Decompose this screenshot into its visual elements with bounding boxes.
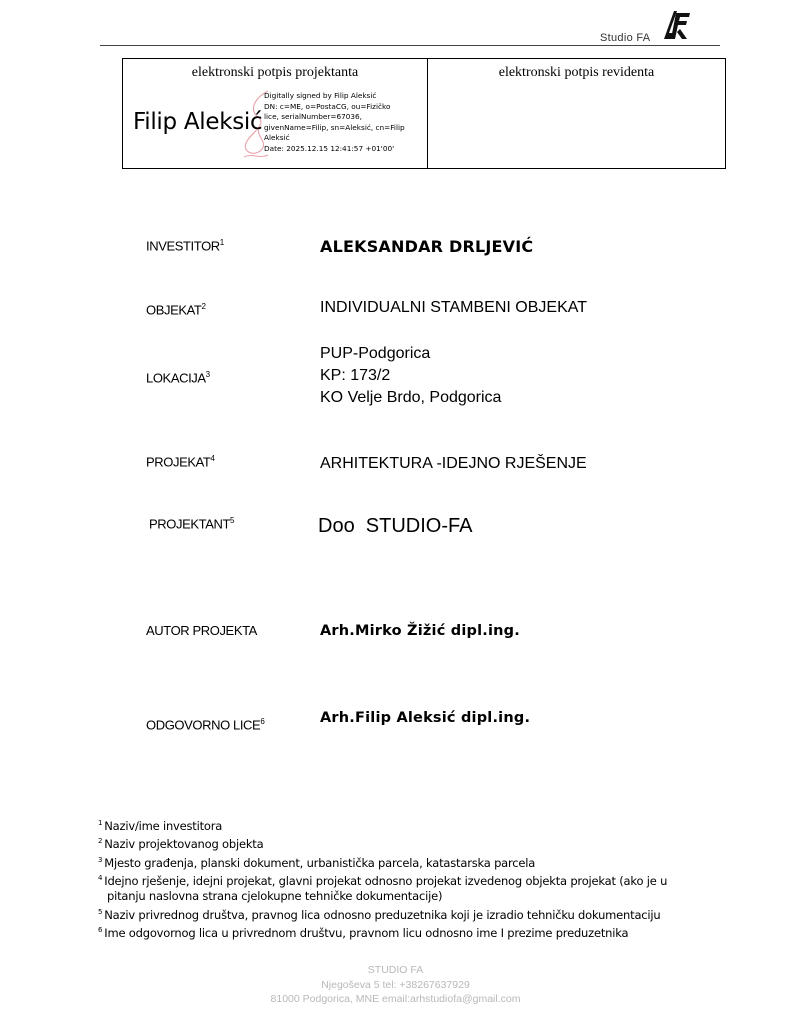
signature-detail-line: DN: c=ME, o=PostaCG, ou=Fizičko xyxy=(264,101,391,111)
odgovorno-label: ODGOVORNO LICE$^6$ xyxy=(146,717,265,733)
header-rule xyxy=(100,45,720,46)
signature-detail-line: Date: 2025.12.15 12:41:57 +01'00' xyxy=(264,143,395,153)
projektant-label: PROJEKTANT$^5$ xyxy=(149,516,235,532)
projekat-label: PROJEKAT$^4$ xyxy=(146,454,215,470)
footnote-item: $^3$ Mjesto građenja, planski dokument, urbanistička parcela, katastarska parcela xyxy=(98,855,536,870)
investitor-label: INVESTITOR$^1$ xyxy=(146,238,224,254)
footer-city-email: 81000 Podgorica, MNE email:arhstudiofa@gmail.com xyxy=(270,993,521,1005)
lokacija-line: KO Velje Brdo, Podgorica xyxy=(320,389,502,406)
projekat-value: ARHITEKTURA -IDEJNO RJEŠENJE xyxy=(320,455,587,472)
lokacija-line: KP: 173/2 xyxy=(320,367,391,384)
lokacija-line: PUP-Podgorica xyxy=(320,345,431,362)
footnote-item: $^1$ Naziv/ime investitora xyxy=(98,818,223,833)
footnote-item: $^4$ Idejno rješenje, idejni projekat, glavni projekat odnosno projekat izvedenog objekta projekat (ako je u pitanju naslovna strana cjelokupne tehničke dokumentacije) xyxy=(98,873,668,904)
investitor-value: ALEKSANDAR DRLJEVIĆ xyxy=(320,237,534,256)
footnote-item: $^5$ Naziv privrednog društva, pravnog lica odnosno preduzetnika koji je izradio tehničku dokumentaciju xyxy=(98,907,661,922)
odgovorno-value: Arh.Filip Aleksić dipl.ing. xyxy=(320,710,531,726)
signature-table xyxy=(122,58,726,169)
objekat-label: OBJEKAT$^2$ xyxy=(146,302,206,318)
designer-signature-heading: elektronski potpis projektanta xyxy=(191,65,359,80)
studio-fa-logo-icon xyxy=(660,7,692,41)
signature-detail-line: lice, serialNumber=67036, xyxy=(264,112,362,121)
footnote-item: $^2$ Naziv projektovanog objekta xyxy=(98,837,264,852)
reviewer-signature-cell xyxy=(428,59,725,168)
designer-signature-cell xyxy=(123,59,428,168)
footer-company: STUDIO FA xyxy=(367,964,424,976)
lokacija-value xyxy=(320,343,501,409)
lokacija-label: LOKACIJA$^3$ xyxy=(146,370,210,386)
projektant-value: Doo STUDIO-FA xyxy=(318,515,473,537)
footnote-item: $^6$ Ime odgovornog lica u privrednom društvu, pravnom licu odnosno ime I prezime preduzetnika xyxy=(98,925,629,940)
page-footer xyxy=(0,963,791,1007)
signature-detail-line: Aleksić xyxy=(264,133,290,142)
footer-address-phone: Njegoševa 5 tel: +38267637929 xyxy=(321,978,470,991)
digital-signature-details xyxy=(264,91,424,154)
autor-value: Arh.Mirko Žižić dipl.ing. xyxy=(320,623,520,639)
objekat-value: INDIVIDUALNI STAMBENI OBJEKAT xyxy=(320,299,588,316)
signature-detail-line: Digitally signed by Filip Aleksić xyxy=(264,91,377,100)
header-studio-name: Studio FA xyxy=(600,32,651,44)
signature-detail-line: givenName=Filip, sn=Aleksić, cn=Filip xyxy=(264,122,405,132)
footnotes xyxy=(98,816,748,941)
reviewer-signature-heading: elektronski potpis revidenta xyxy=(498,65,655,80)
autor-label: AUTOR PROJEKTA xyxy=(146,623,257,638)
signer-name: Filip Aleksić xyxy=(133,109,263,135)
